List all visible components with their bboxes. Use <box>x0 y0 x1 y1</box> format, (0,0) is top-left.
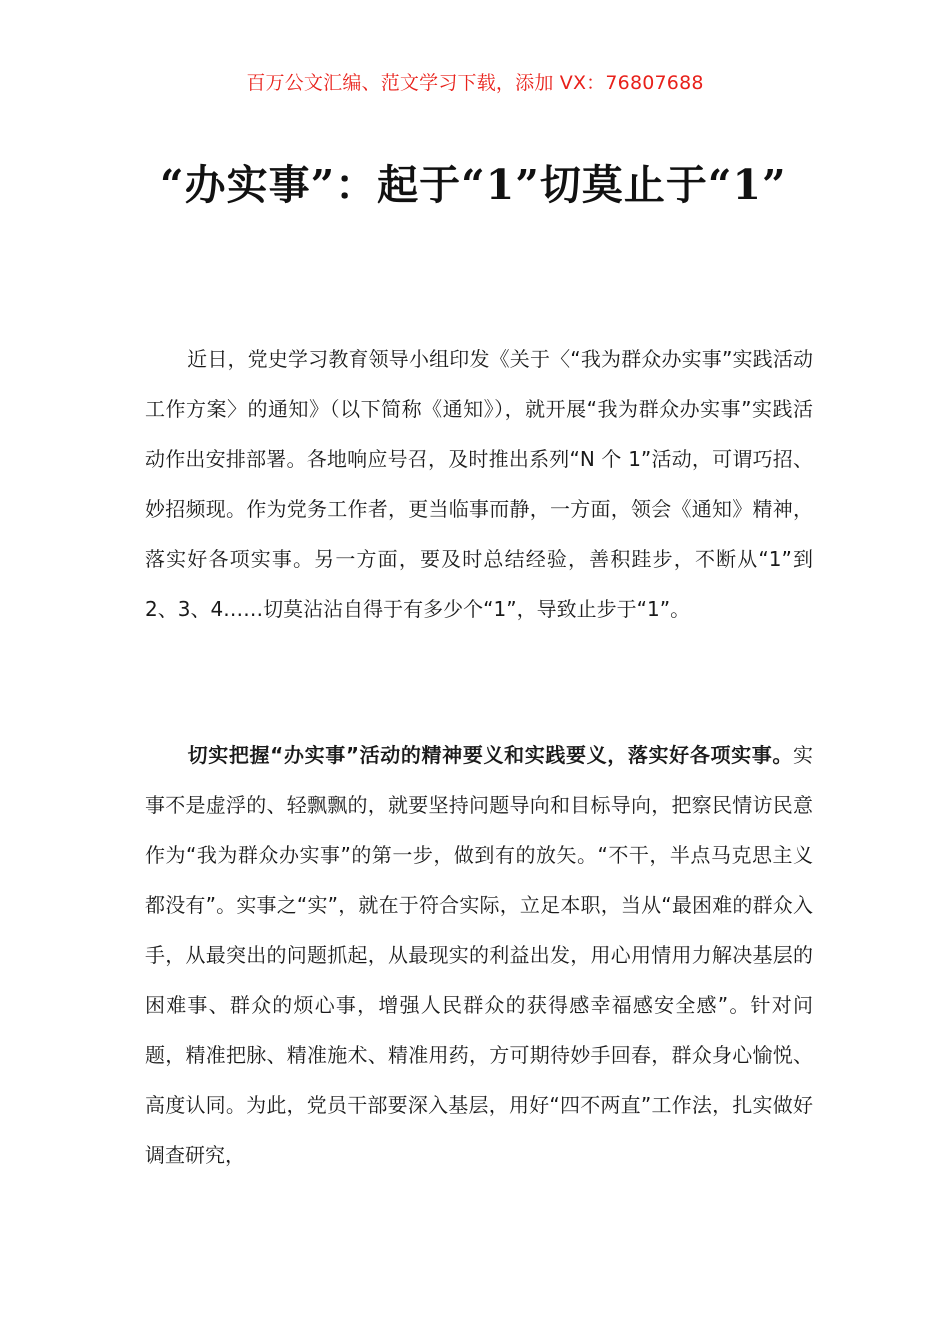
paragraph-practice <box>145 730 813 1180</box>
article-title: “办实事”：起于“1”切莫止于“1” <box>160 161 787 209</box>
promo-banner: 百万公文汇编、范文学习下载，添加 VX：76807688 <box>246 72 704 94</box>
paragraph-intro <box>145 334 813 634</box>
paragraph-lead-heading: 切实把握“办实事”活动的精神要义和实践要义，落实好各项实事。 <box>187 743 793 767</box>
paragraph-text: 近日，党史学习教育领导小组印发《关于〈“我为群众办实事”实践活动工作方案〉的通知》（以下简称《通知》），就开展“我为群众办实事”实践活动作出安排部署。各地响应号召，及时推出系列“N 个 1”活动，可谓巧招、妙招频现。作为党务工作者，更当临事而静，一方面，领会《通知》精神，落实好各项实事。另一方面，要及时总结经验，善积跬步，不断从“1”到 2、3、4……切莫沾沾自得于有多少个“1”，导致止步于“1”。 <box>145 347 813 621</box>
paragraph-text: 实事不是虚浮的、轻飘飘的，就要坚持问题导向和目标导向，把察民情访民意作为“我为群众办实事”的第一步，做到有的放矢。“不干，半点马克思主义都没有”。实事之“实”，就在于符合实际，立足本职，当从“最困难的群众入手，从最突出的问题抓起，从最现实的利益出发，用心用情用力解决基层的困难事、群众的烦心事，增强人民群众的获得感幸福感安全感”。针对问题，精准把脉、精准施术、精准用药，方可期待妙手回春，群众身心愉悦、高度认同。为此，党员干部要深入基层，用好“四不两直”工作法，扎实做好调查研究， <box>145 743 813 1167</box>
